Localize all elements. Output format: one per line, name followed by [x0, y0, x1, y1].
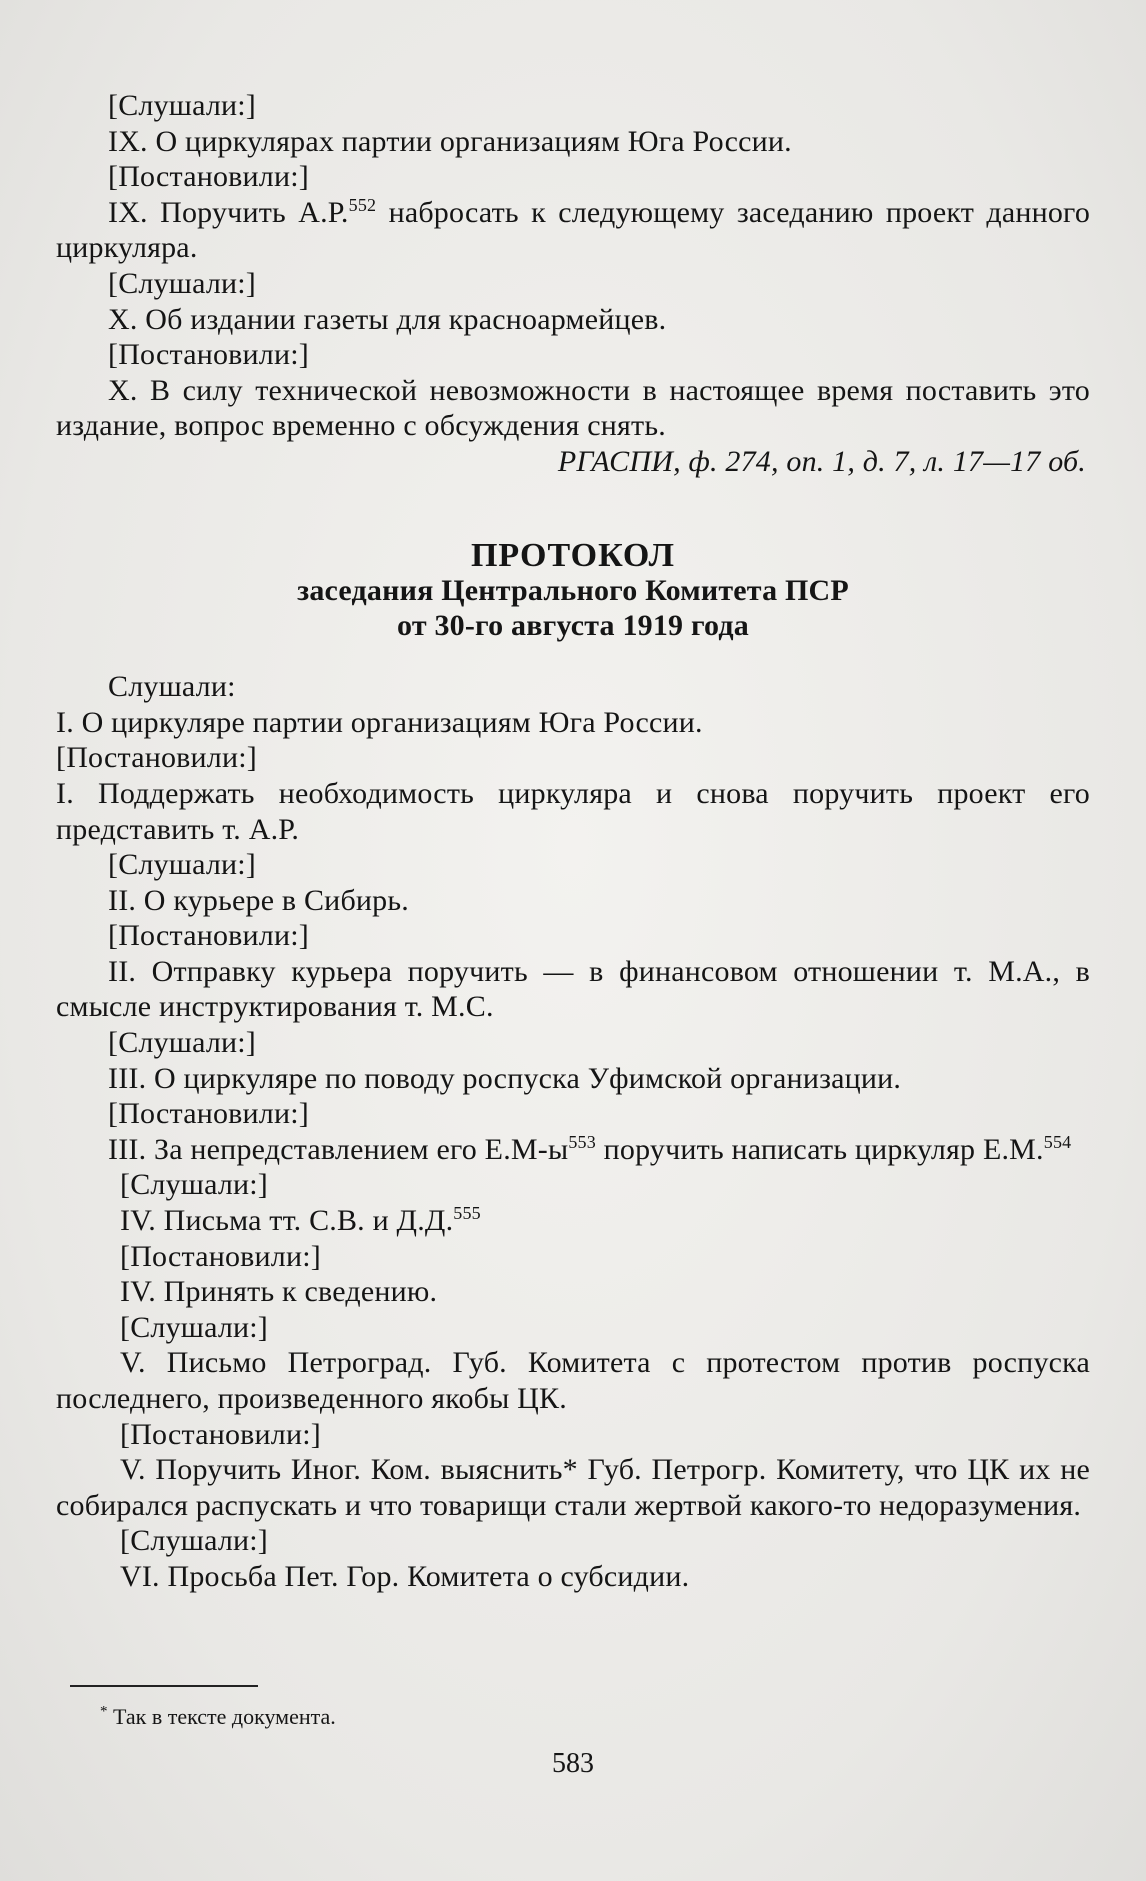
item-ix-decided: IX. Поручить А.Р.$^{552}$ набросать к следующему заседанию проект данного циркуляра. [56, 194, 1091, 265]
item-iv-heard: IV. Письма тт. С.В. и Д.Д.$^{555}$ [120, 1203, 481, 1238]
protocol-subtitle: заседания Центрального Комитета ПСР [297, 574, 849, 608]
decided-label: [Постановили:] [108, 919, 309, 953]
heard-label: [Слушали:] [120, 1310, 269, 1344]
heard-label: [Слушали:] [108, 266, 257, 300]
heard-label: [Слушали:] [108, 848, 257, 882]
item-v-heard: V. Письмо Петроград. Губ. Комитета с протестом против роспуска последнего, произведенного якобы ЦК. [56, 1346, 1090, 1415]
protocol-title: ПРОТОКОЛ [470, 536, 676, 574]
heard-label: [Слушали:] [120, 1524, 269, 1558]
item-x-heard: X. Об издании газеты для красноармейцев. [108, 302, 667, 336]
item-ii-decided: II. Отправку курьера поручить — в финансовом отношении т. М.А., в смысле инструктирования т. М.С. [56, 954, 1090, 1024]
footnote-ref-555: 555 [453, 1203, 481, 1224]
protocol-date: от 30-го августа 1919 года [397, 609, 749, 643]
decided-label: [Постановили:] [108, 160, 309, 194]
heard-label: [Слушали:] [108, 89, 257, 122]
heard-label: [Слушали:] [120, 1168, 269, 1202]
document-body [56, 88, 1090, 1595]
archive-source: РГАСПИ, ф. 274, оп. 1, д. 7, л. 17—17 об. [557, 444, 1086, 478]
decided-label: [Постановили:] [108, 1097, 309, 1131]
item-ii-heard: II. О курьере в Сибирь. [108, 883, 409, 917]
footnote-ref-554: 554 [1043, 1131, 1072, 1152]
item-iii-decided: III. За непредставлением его $Е.М-ы^{553}$ поручить написать циркуляр Е.М.$^{554}$ [108, 1131, 1072, 1166]
item-ix-heard: IX. О циркулярах партии организациям Юга России. [108, 124, 792, 158]
item-iii-heard: III. О циркуляре по поводу роспуска Уфимской организации. [108, 1061, 902, 1095]
heard-label: Слушали: [108, 670, 236, 704]
footnote-ref-552: 552 [348, 194, 377, 215]
footnote-divider [70, 1685, 258, 1687]
item-v-decided: V. Поручить Иног. Ком. выяснить* Губ. Петрогр. Комитету, что ЦК их не собирался распускать и что товарищи стали жертвой какого-то недоразумения. [56, 1453, 1091, 1522]
item-i-heard: I. О циркуляре партии организациям Юга России. [56, 705, 703, 739]
heard-label: [Слушали:] [108, 1026, 257, 1060]
footnote: * Так в тексте документа. [100, 1703, 336, 1729]
decided-label: [Постановили:] [108, 338, 309, 372]
decided-label: [Постановили:] [120, 1417, 321, 1451]
footnote-star-ref: * [562, 1453, 578, 1487]
decided-label: [Постановили:] [56, 741, 257, 775]
footnote-ref-553: 553 [568, 1131, 596, 1152]
item-iv-decided: IV. Принять к сведению. [120, 1275, 438, 1309]
decided-label: [Постановили:] [120, 1239, 321, 1273]
item-i-decided: I. Поддержать необходимость циркуляра и снова поручить проект его представить т. А.Р. [56, 776, 1090, 846]
page-number: 583 [552, 1748, 594, 1779]
footnote-mark: * [100, 1703, 108, 1720]
item-x-decided: X. В силу технической невозможности в настоящее время поставить это издание, вопрос временно с обсуждения снять. [56, 373, 1090, 443]
item-vi-heard: VI. Просьба Пет. Гор. Комитета о субсидии. [120, 1559, 690, 1593]
